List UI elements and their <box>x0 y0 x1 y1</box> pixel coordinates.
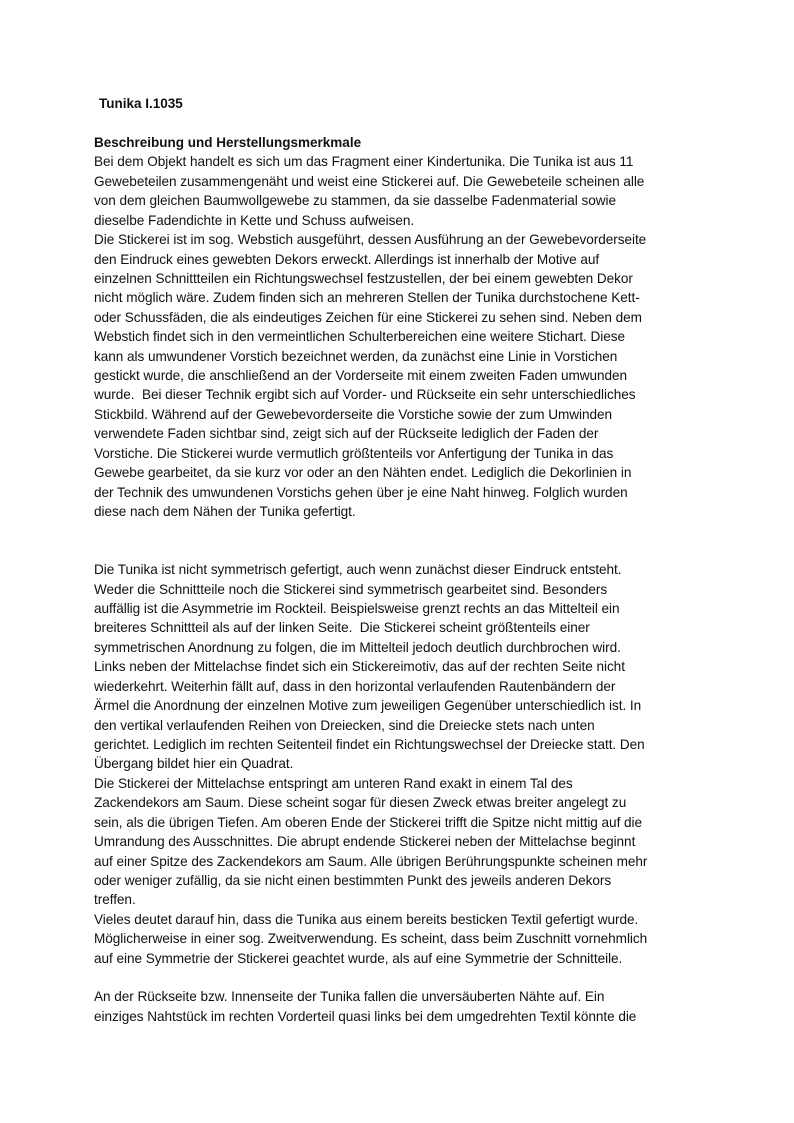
text-line: symmetrischen Anordnung zu folgen, die im Mittelteil jedoch deutlich durchbrochen wird. <box>94 639 621 655</box>
text-line: einzelnen Schnittteilen ein Richtungswechsel festzustellen, der bei einem gewebten Dekor <box>94 270 633 286</box>
text-line: nicht möglich wäre. Zudem finden sich an mehreren Stellen der Tunika durchstochene Kett- <box>94 290 640 306</box>
text-line: dieselbe Fadendichte in Kette und Schuss aufweisen. <box>94 212 415 228</box>
text-line: Stickbild. Während auf der Gewebevorderseite die Vorstiche sowie der zum Umwinden <box>94 406 613 422</box>
text-line: Ärmel die Anordnung der einzelnen Motive zum jeweiligen Gegenüber unterschiedlich ist. In <box>94 698 642 714</box>
text-line: Weder die Schnittteile noch die Stickerei sind symmetrisch gearbeitet sind. Besonders <box>94 581 608 597</box>
text-line: breiteres Schnittteil als auf der linken Seite. Die Stickerei scheint größtenteils einer <box>94 620 590 636</box>
text-line: Bei dem Objekt handelt es sich um das Fragment einer Kindertunika. Die Tunika ist aus 11 <box>94 154 634 170</box>
text-line: Übergang bildet hier ein Quadrat. <box>94 756 294 772</box>
text-line: Vorstiche. Die Stickerei wurde vermutlich größtenteils vor Anfertigung der Tunika in das <box>94 445 614 461</box>
text-line: Umrandung des Ausschnittes. Die abrupt endende Stickerei neben der Mittelachse beginnt <box>94 834 636 850</box>
text-line: gestickt wurde, die anschließend an der Vorderseite mit einem zweiten Faden umwunden <box>94 368 628 384</box>
section-heading: Beschreibung und Herstellungsmerkmale <box>94 135 362 150</box>
text-line: oder Schussfäden, die als eindeutiges Zeichen für eine Stickerei zu sehen sind. Neben dem <box>94 309 642 325</box>
text-line: An der Rückseite bzw. Innenseite der Tunika fallen die unversäuberten Nähte auf. Ein <box>94 989 605 1005</box>
text-line: kann als umwundener Vorstich bezeichnet werden, da zunächst eine Linie in Vorstichen <box>94 348 618 364</box>
paragraph-block-reverse-side <box>94 987 704 1026</box>
document-body <box>94 133 704 1026</box>
text-line: wurde. Bei dieser Technik ergibt sich auf Vorder- und Rückseite ein sehr unterschiedliches <box>94 387 636 403</box>
paragraph-gap <box>94 968 704 987</box>
text-line: wiederkehrt. Weiterhin fällt auf, dass in den horizontal verlaufenden Rautenbändern der <box>94 678 616 694</box>
text-line: Webstich findet sich in den vermeintlichen Schulterbereichen eine weitere Stichart. Diese <box>94 329 626 345</box>
paragraph-gap <box>94 521 704 560</box>
text-line: Die Stickerei ist im sog. Webstich ausgeführt, dessen Ausführung an der Gewebevorderseite <box>94 232 647 248</box>
text-line: oder weniger zufällig, da sie nicht einen bestimmten Punkt des jeweils anderen Dekors <box>94 872 612 888</box>
text-line: Zackendekors am Saum. Diese scheint sogar für diesen Zweck etwas breiter angelegt zu <box>94 795 627 811</box>
paragraph-block-description <box>94 152 704 521</box>
text-line: der Technik des umwundenen Vorstichs gehen über je eine Naht hinweg. Folglich wurden <box>94 484 628 500</box>
text-line: gerichtet. Lediglich im rechten Seitenteil findet ein Richtungswechsel der Dreiecke statt. Den <box>94 737 645 753</box>
text-line: einziges Nahtstück im rechten Vorderteil quasi links bei dem umgedrehten Textil könnte die <box>94 1008 637 1024</box>
text-line: Gewebe gearbeitet, da sie kurz vor oder an den Nähten endet. Lediglich die Dekorlinien in <box>94 465 632 481</box>
text-line: auf eine Symmetrie der Stickerei geachtet wurde, als auf eine Symmetrie der Schnitteile. <box>94 950 623 966</box>
text-line: von dem gleichen Baumwollgewebe zu stammen, da sie dasselbe Fadenmaterial sowie <box>94 193 616 209</box>
paragraph-block-symmetry <box>94 560 704 968</box>
text-line: Die Stickerei der Mittelachse entspringt am unteren Rand exakt in einem Tal des <box>94 775 573 791</box>
document-title: Tunika I.1035 <box>99 96 183 111</box>
text-line: Links neben der Mittelachse findet sich ein Stickereimotiv, das auf der rechten Seite nicht <box>94 659 625 675</box>
text-line: den vertikal verlaufenden Reihen von Dreiecken, sind die Dreiecke stets nach unten <box>94 717 595 733</box>
text-line: Die Tunika ist nicht symmetrisch gefertigt, auch wenn zunächst dieser Eindruck entsteht. <box>94 562 622 578</box>
text-line: Gewebeteilen zusammengenäht und weist eine Stickerei auf. Die Gewebeteile scheinen alle <box>94 173 645 189</box>
text-line: diese nach dem Nähen der Tunika gefertigt. <box>94 504 356 519</box>
text-line: Vieles deutet darauf hin, dass die Tunika aus einem bereits besticken Textil gefertigt wurde. <box>94 911 639 927</box>
text-line: Möglicherweise in einer sog. Zweitverwendung. Es scheint, dass beim Zuschnitt vornehmlich <box>94 931 648 947</box>
text-line: auffällig ist die Asymmetrie im Rockteil. Beispielsweise grenzt rechts an das Mittelteil ein <box>94 601 620 617</box>
text-line: treffen. <box>94 892 136 908</box>
text-line: auf einer Spitze des Zackendekors am Saum. Alle übrigen Berührungspunkte scheinen mehr <box>94 853 648 869</box>
text-line: verwendete Faden sichtbar sind, zeigt sich auf der Rückseite lediglich der Faden der <box>94 426 599 442</box>
text-line: sein, als die übrigen Tiefen. Am oberen Ende der Stickerei trifft die Spitze nicht mittig auf die <box>94 814 643 830</box>
text-line: den Eindruck eines gewebten Dekors erweckt. Allerdings ist innerhalb der Motive auf <box>94 251 600 267</box>
